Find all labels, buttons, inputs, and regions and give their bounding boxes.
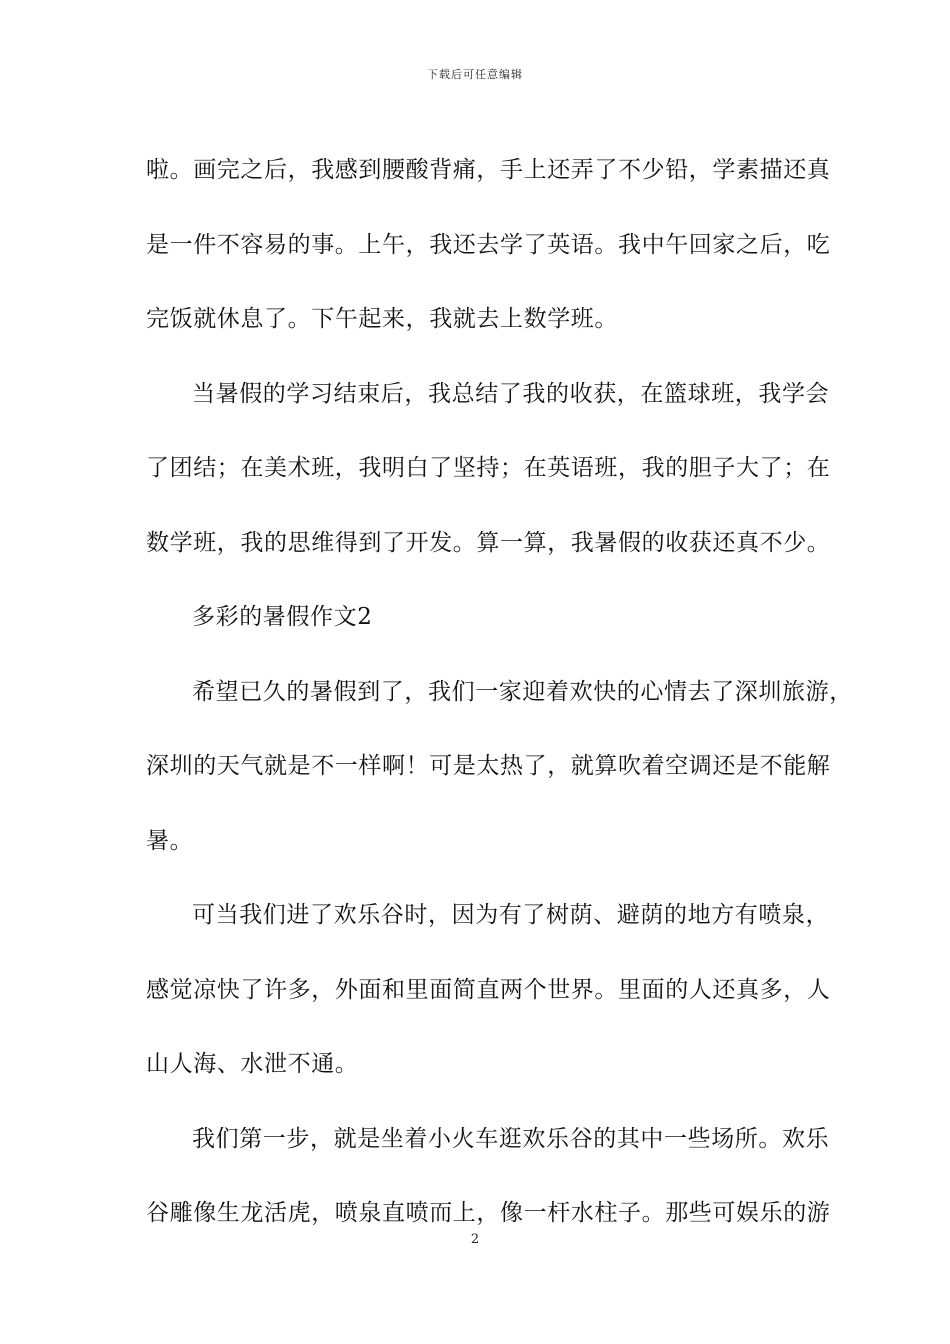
paragraph-start-line: 希望已久的暑假到了，我们一家迎着欢快的心情去了深圳旅游， (192, 678, 853, 705)
text-line: 山人海、水泄不通。 (146, 1051, 359, 1077)
text-line: 谷雕像生龙活虎，喷泉直喷而上，像一杆水柱子。那些可娱乐的游 (146, 1200, 831, 1226)
page-header: 下载后可任意编辑 (427, 68, 523, 81)
section-heading: 多彩的暑假作文2 (192, 604, 373, 630)
text-line: 了团结；在美术班，我明白了坚持；在英语班，我的胆子大了；在 (146, 455, 831, 481)
text-line: 啦。画完之后，我感到腰酸背痛，手上还弄了不少铅，学素描还真 (146, 157, 831, 183)
text-line: 完饭就休息了。下午起来，我就去上数学班。 (146, 306, 618, 332)
text-line: 是一件不容易的事。上午，我还去学了英语。我中午回家之后，吃 (146, 231, 831, 258)
text-line: 数学班，我的思维得到了开发。算一算，我暑假的收获还真不少。 (146, 529, 831, 556)
paragraph-start-line: 当暑假的学习结束后，我总结了我的收获，在篮球班，我学会 (192, 380, 830, 407)
paragraph-start-line: 我们第一步，就是坐着小火车逛欢乐谷的其中一些场所。欢乐 (192, 1125, 830, 1152)
page-number: 2 (470, 1232, 480, 1247)
paragraph-start-line: 可当我们进了欢乐谷时，因为有了树荫、避荫的地方有喷泉， (192, 902, 830, 928)
text-line: 深圳的天气就是不一样啊！可是太热了，就算吹着空调还是不能解 (146, 753, 831, 779)
document-body (146, 133, 853, 1251)
text-line: 感觉凉快了许多，外面和里面简直两个世界。里面的人还真多，人 (146, 976, 831, 1003)
text-line: 暑。 (146, 827, 194, 854)
